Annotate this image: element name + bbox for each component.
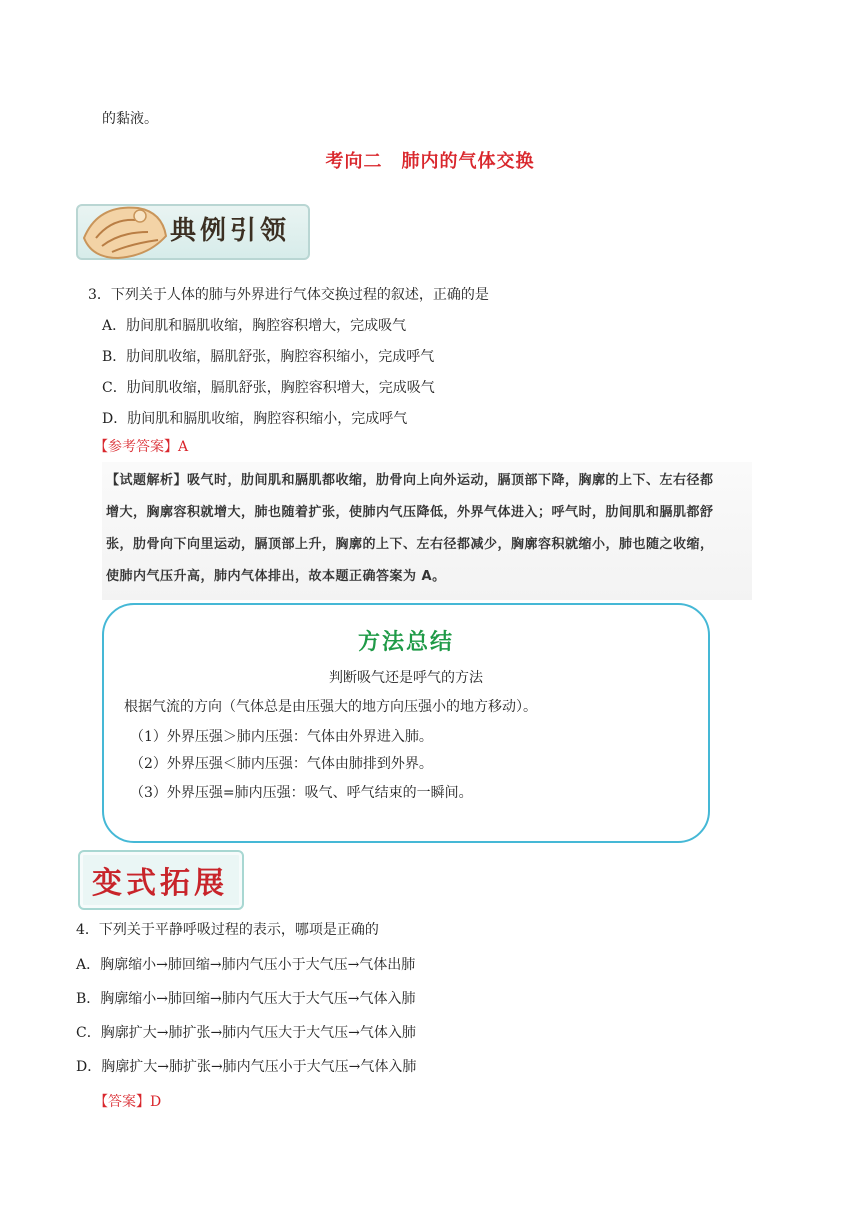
method-line: 根据气流的方向（气体总是由压强大的地方向压强小的地方移动）。	[124, 699, 537, 715]
q3-option-d: D．肋间肌和膈肌收缩，胸腔容积缩小，完成呼气	[102, 411, 408, 427]
q3-stem: 3．下列关于人体的肺与外界进行气体交换过程的叙述，正确的是	[88, 287, 489, 303]
q4-stem: 4．下列关于平静呼吸过程的表示，哪项是正确的	[76, 922, 379, 938]
method-line: （2）外界压强＜肺内压强：气体由肺排到外界。	[130, 756, 433, 772]
method-line: （1）外界压强＞肺内压强：气体由外界进入肺。	[130, 729, 433, 745]
variant-banner	[78, 850, 244, 910]
q4-option-c: C．胸廓扩大→肺扩张→肺内气压大于大气压→气体入肺	[76, 1025, 416, 1041]
method-line: （3）外界压强=肺内压强：吸气、呼气结束的一瞬间。	[130, 785, 473, 801]
q4-option-a: A．胸廓缩小→肺回缩→肺内气压小于大气压→气体出肺	[76, 957, 416, 973]
example-banner	[76, 198, 308, 264]
explanation-line: 使肺内气压升高，肺内气体排出，故本题正确答案为 A。	[106, 569, 446, 584]
explanation-line: 张，肋骨向下向里运动，膈顶部上升，胸廓的上下、左右径都减少，胸廓容积就缩小，肺也随之收缩，	[106, 537, 714, 552]
method-title: 方法总结	[357, 629, 454, 655]
method-summary-box	[102, 603, 710, 843]
section-title: 考向二 肺内的气体交换	[325, 151, 535, 172]
explanation-line: 【试题解析】吸气时，肋间肌和膈肌都收缩，肋骨向上向外运动，膈顶部下降，胸廓的上下、左右径都	[106, 473, 714, 488]
intro-tail-text: 的黏液。	[102, 111, 158, 127]
q3-answer	[94, 437, 188, 457]
q3-option-b: B．肋间肌收缩，膈肌舒张，胸腔容积缩小，完成呼气	[102, 349, 435, 365]
variant-banner-label: 变式拓展	[92, 866, 228, 901]
q3-answer-value: A	[178, 439, 189, 455]
q3-option-a: A．肋间肌和膈肌收缩，胸腔容积增大，完成吸气	[102, 318, 407, 334]
q4-answer-value: D	[150, 1094, 162, 1110]
explanation-line: 增大，胸廓容积就增大，肺也随着扩张，使肺内气压降低，外界气体进入；呼气时，肋间肌和膈肌都舒	[106, 505, 714, 520]
q3-option-c: C．肋间肌收缩，膈肌舒张，胸腔容积增大，完成吸气	[102, 380, 435, 396]
q4-option-b: B．胸廓缩小→肺回缩→肺内气压大于大气压→气体入肺	[76, 991, 416, 1007]
q4-answer	[94, 1092, 161, 1112]
q3-answer-label: 【参考答案】	[94, 439, 178, 455]
seashell-icon	[78, 198, 174, 264]
q4-answer-label: 【答案】	[94, 1094, 150, 1110]
method-subtitle: 判断吸气还是呼气的方法	[329, 670, 483, 686]
q3-explanation	[102, 462, 752, 600]
q4-option-d: D．胸廓扩大→肺扩张→肺内气压小于大气压→气体入肺	[76, 1059, 417, 1075]
example-banner-label: 典例引领	[170, 216, 291, 246]
